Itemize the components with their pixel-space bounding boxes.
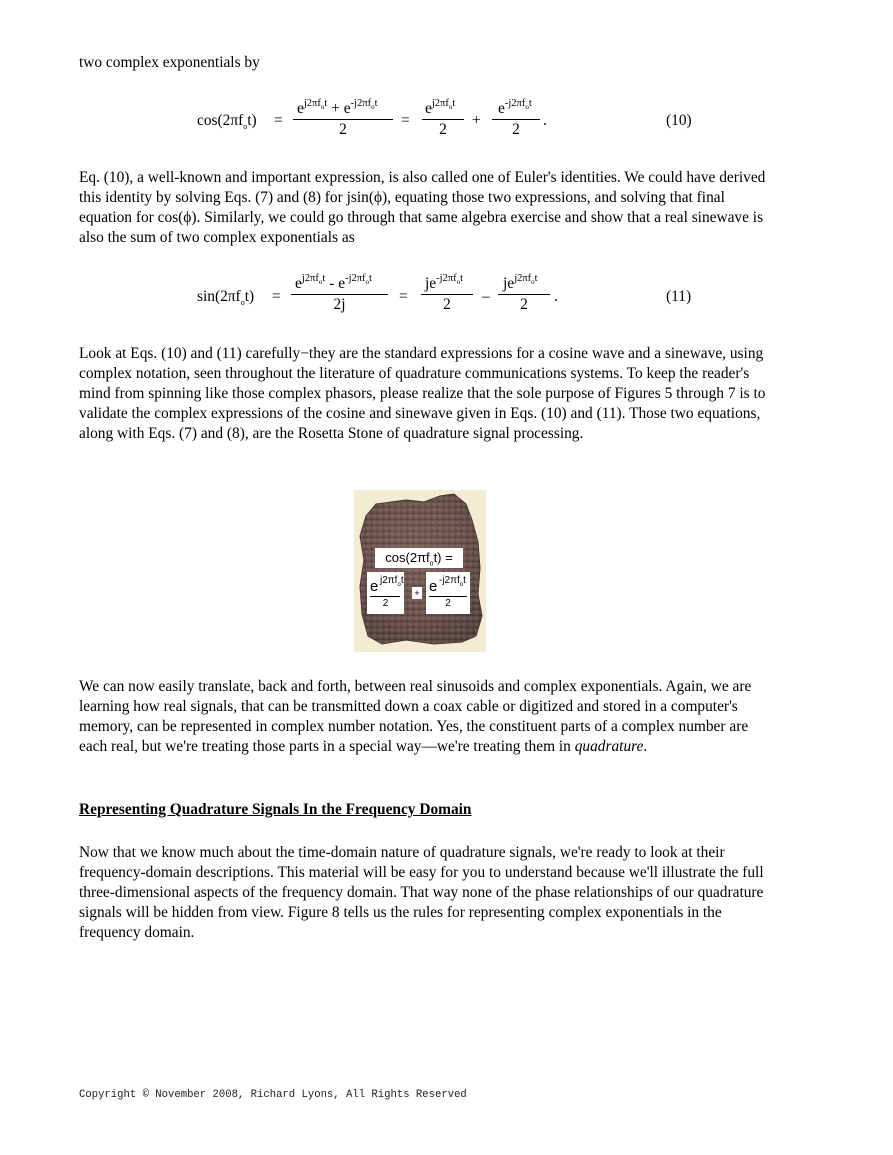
eq10-equals: = xyxy=(274,112,283,129)
paragraph-rosetta-stone: Look at Eqs. (10) and (11) carefully−they are the standard expressions for a cosine wave and a sinewave, using complex notation, seen throughout the literature of quadrature communications systems. To keep the reader's mind from spinning like those complex phasors, please realize that the sole purpose of Figures 5 through 7 is to validate the complex expressions of the cosine and sinewave given in Eqs. (10) and (11). Those two equations, along with Eqs. (7) and (8), are the Rosetta Stone of quadrature signal processing. xyxy=(79,345,766,442)
eq11-frac2-bar xyxy=(421,294,473,295)
rosetta-stone-image xyxy=(354,490,486,652)
stone-plus: + xyxy=(412,587,422,599)
eq11-frac1-denominator: 2j xyxy=(333,296,346,313)
equation-10 xyxy=(0,96,893,146)
eq11-equals-2: = xyxy=(399,288,408,305)
eq11-frac2-numerator: $je^{-j2\pi f_ot}$ xyxy=(425,273,464,292)
eq11-equals: = xyxy=(272,288,281,305)
eq11-period: . xyxy=(554,288,558,305)
eq10-plus: + xyxy=(472,112,481,129)
paragraph-quadrature-notation: We can now easily translate, back and forth, between real sinusoids and complex exponentials. Again, we are learning how real signals, that can be transmitted down a coax cable or digitized and stored in a computer's memory, can be represented in complex number notation. Yes, the constituent parts of a complex number are each real, but we're treating those parts in a special way—we're treating them in quadrature. xyxy=(79,678,752,755)
eq10-equals-2: = xyxy=(401,112,410,129)
stone-cos-label: $\cos(2\pi f_ot)$ = xyxy=(375,548,463,568)
eq11-minus: – xyxy=(482,288,490,305)
eq10-frac3-numerator: $e^{-j2\pi f_ot}$ xyxy=(498,98,532,117)
eq10-frac3-denominator: 2 xyxy=(512,121,520,138)
eq10-frac1-denominator: 2 xyxy=(339,121,347,138)
eq11-frac3-bar xyxy=(498,294,550,295)
eq10-lhs: $\cos(2\pi f_ot)$ xyxy=(197,112,257,132)
copyright-footer: Copyright © November 2008, Richard Lyons, All Rights Reserved xyxy=(79,1089,467,1101)
eq11-frac1-numerator: $e^{j2\pi f_ot} - e^{-j2\pi f_ot}$ xyxy=(295,273,372,292)
eq11-frac1-bar xyxy=(291,294,388,295)
paragraph-euler-identity: Eq. (10), a well-known and important expression, is also called one of Euler's identities. We could have derived this identity by solving Eqs. (7) and (8) for jsin(ϕ), equating those two expressions, and solving that final equation for cos(ϕ). Similarly, we could go through that same algebra exercise and show that a real sinewave is also the sum of two complex exponentials as xyxy=(79,169,766,246)
eq10-period: . xyxy=(543,112,547,129)
eq10-frac3-bar xyxy=(492,119,540,120)
eq11-number: (11) xyxy=(666,288,692,305)
eq10-frac1-numerator: $e^{j2\pi f_ot} + e^{-j2\pi f_ot}$ xyxy=(297,98,378,117)
eq11-frac3-denominator: 2 xyxy=(520,296,528,313)
stone-left-fraction: e $j2\pi f_ot$ 2 xyxy=(367,572,404,614)
eq10-frac2-bar xyxy=(422,119,464,120)
eq11-frac2-denominator: 2 xyxy=(443,296,451,313)
eq11-frac3-numerator: $je^{j2\pi f_ot}$ xyxy=(503,273,538,292)
paragraph-frequency-domain: Now that we know much about the time-domain nature of quadrature signals, we're ready to look at their frequency-domain descriptions. This material will be easy for you to understand because we'll illustrate the full three-dimensional aspects of the frequency domain. That way none of the phase relationships of our quadrature signals will be hidden from view. Figure 8 tells us the rules for representing complex exponentials in the frequency domain. xyxy=(79,844,764,941)
stone-graphic xyxy=(354,490,486,652)
eq10-frac2-denominator: 2 xyxy=(439,121,447,138)
eq10-frac2-numerator: $e^{j2\pi f_ot}$ xyxy=(425,98,456,117)
section-heading: Representing Quadrature Signals In the Frequency Domain xyxy=(79,801,472,818)
eq10-frac1-bar xyxy=(293,119,393,120)
intro-line: two complex exponentials by xyxy=(79,54,260,71)
eq11-lhs: $\sin(2\pi f_ot)$ xyxy=(197,288,255,308)
stone-right-fraction: e $-j2\pi f_ot$ 2 xyxy=(426,572,470,614)
equation-11 xyxy=(0,270,893,320)
eq10-number: (10) xyxy=(666,112,692,129)
